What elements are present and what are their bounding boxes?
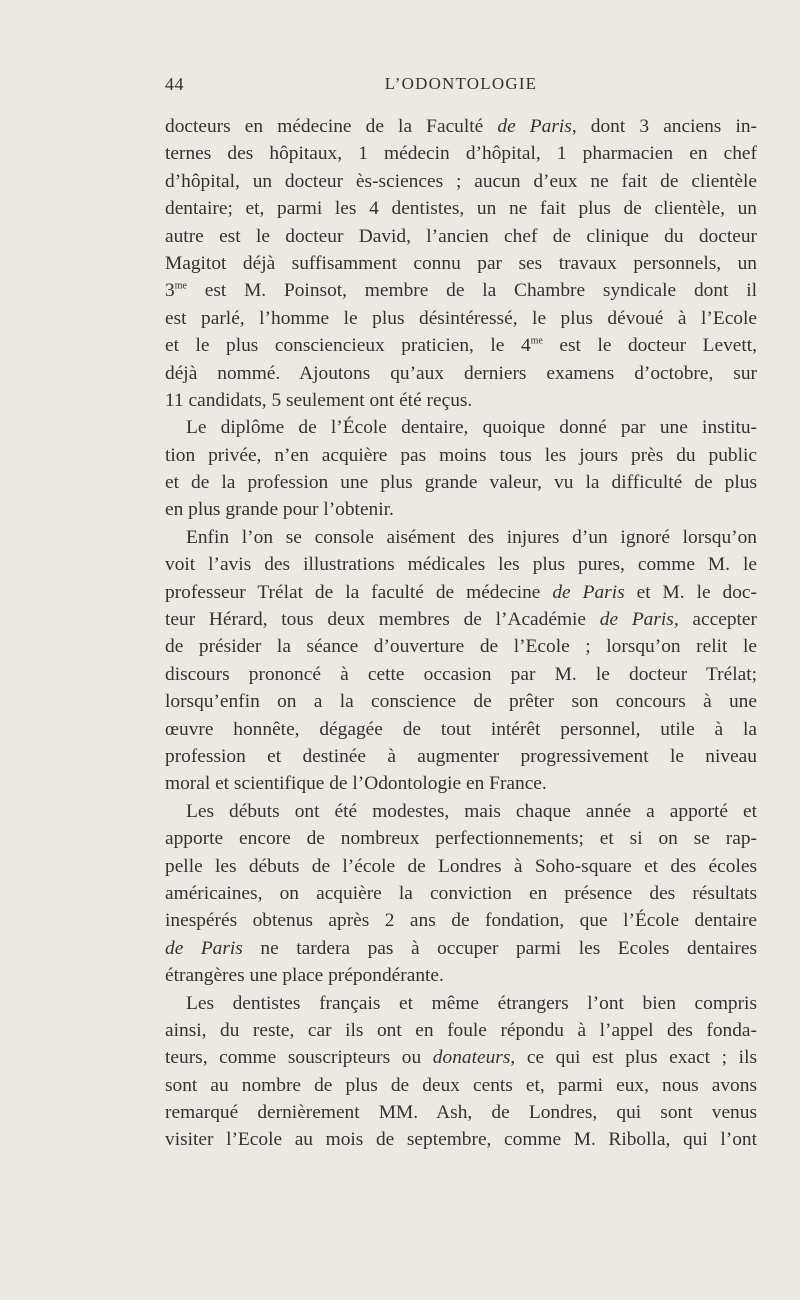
text-line: étrangères une place prépondérante. [165, 965, 444, 987]
text-line: dentaire; et, parmi les 4 dentistes, un ne fait plus de clientèle, un [165, 198, 757, 220]
italic-emphasis: de Paris [599, 609, 674, 631]
text-line: apporte encore de nombreux perfectionnements; et si on se rap- [165, 828, 757, 850]
text-line: américaines, on acquière la conviction en présence des résultats [165, 882, 757, 904]
text-line: sont au nombre de plus de deux cents et, parmi eux, nous avons [165, 1074, 757, 1096]
text-line: voit l’avis des illustrations médicales les plus pures, comme M. le [165, 554, 757, 576]
italic-emphasis: de Paris [552, 581, 625, 603]
text-line: en plus grande pour l’obtenir. [165, 499, 394, 521]
body-text [165, 113, 757, 1154]
running-title: L’ODONTOLOGIE [384, 74, 538, 93]
text-line: visiter l’Ecole au mois de septembre, comme M. Ribolla, qui l’ont [165, 1129, 757, 1151]
text-line: et le plus consciencieux praticien, le $4^{me}$ est le docteur Levett, [165, 335, 757, 357]
text-line: et de la profession une plus grande valeur, vu la difficulté de plus [165, 472, 757, 494]
text-line: lorsqu’enfin on a la conscience de prêter son concours à une [165, 691, 757, 713]
text-line: teurs, comme souscripteurs ou donateurs, ce qui est plus exact ; ils [165, 1047, 758, 1069]
italic-emphasis: de Paris [165, 937, 243, 959]
text-line: de Paris ne tardera pas à occuper parmi les Ecoles dentaires [165, 937, 757, 959]
italic-emphasis: donateurs [432, 1047, 511, 1069]
text-line: tion privée, n’en acquière pas moins tous les jours près du public [165, 444, 757, 466]
running-head [165, 74, 757, 100]
text-line: inespérés obtenus après 2 ans de fondation, que l’École dentaire [165, 910, 757, 932]
page-number: 44 [165, 74, 184, 94]
text-line: de présider la séance d’ouverture de l’Ecole ; lorsqu’on relit le [165, 636, 757, 658]
text-line: ainsi, du reste, car ils ont en foule répondu à l’appel des fonda- [165, 1019, 757, 1041]
ordinal-superscript: me [174, 280, 187, 292]
text-line: profession et destinée à augmenter progressivement le niveau [165, 745, 757, 767]
text-line: ternes des hôpitaux, 1 médecin d’hôpital, 1 pharmacien en chef [165, 143, 757, 165]
text-line: docteurs en médecine de la Faculté de Paris, dont 3 anciens in- [165, 116, 758, 137]
paragraph-start-line: Les débuts ont été modestes, mais chaque année a apporté et [186, 800, 757, 822]
paragraph-start-line: Le diplôme de l’École dentaire, quoique donné par une institu- [186, 417, 757, 439]
text-line: moral et scientifique de l’Odontologie en France. [165, 773, 547, 795]
text-line: est parlé, l’homme le plus désintéressé, le plus dévoué à l’Ecole [165, 307, 757, 329]
italic-emphasis: de Paris [497, 116, 572, 137]
text-line: pelle les débuts de l’école de Londres à Soho-square et des écoles [165, 855, 757, 877]
text-line: discours prononcé à cette occasion par M. le docteur Trélat; [165, 663, 757, 685]
paragraph-start-line: Enfin l’on se console aisément des injures d’un ignoré lorsqu’on [186, 526, 757, 548]
text-line: Magitot déjà suffisamment connu par ses travaux personnels, un [165, 252, 757, 274]
text-line: 11 candidats, 5 seulement ont été reçus. [165, 389, 473, 411]
text-line: d’hôpital, un docteur ès-sciences ; aucun d’eux ne fait de clientèle [165, 170, 757, 192]
text-line: œuvre honnête, dégagée de tout intérêt personnel, utile à la [165, 718, 757, 740]
paragraph-start-line: Les dentistes français et même étrangers l’ont bien compris [186, 992, 757, 1014]
text-line: remarqué dernièrement MM. Ash, de Londres, qui sont venus [165, 1102, 757, 1124]
text-line: déjà nommé. Ajoutons qu’aux derniers examens d’octobre, sur [165, 362, 757, 384]
ordinal-superscript: me [530, 335, 543, 347]
text-line: autre est le docteur David, l’ancien chef de clinique du docteur [165, 225, 757, 247]
text-line: $3^{me}$ est M. Poinsot, membre de la Chambre syndicale dont il [165, 280, 757, 302]
text-line: professeur Trélat de la faculté de médecine de Paris et M. le doc- [165, 581, 757, 603]
text-line: teur Hérard, tous deux membres de l’Académie de Paris, accepter [165, 609, 757, 631]
